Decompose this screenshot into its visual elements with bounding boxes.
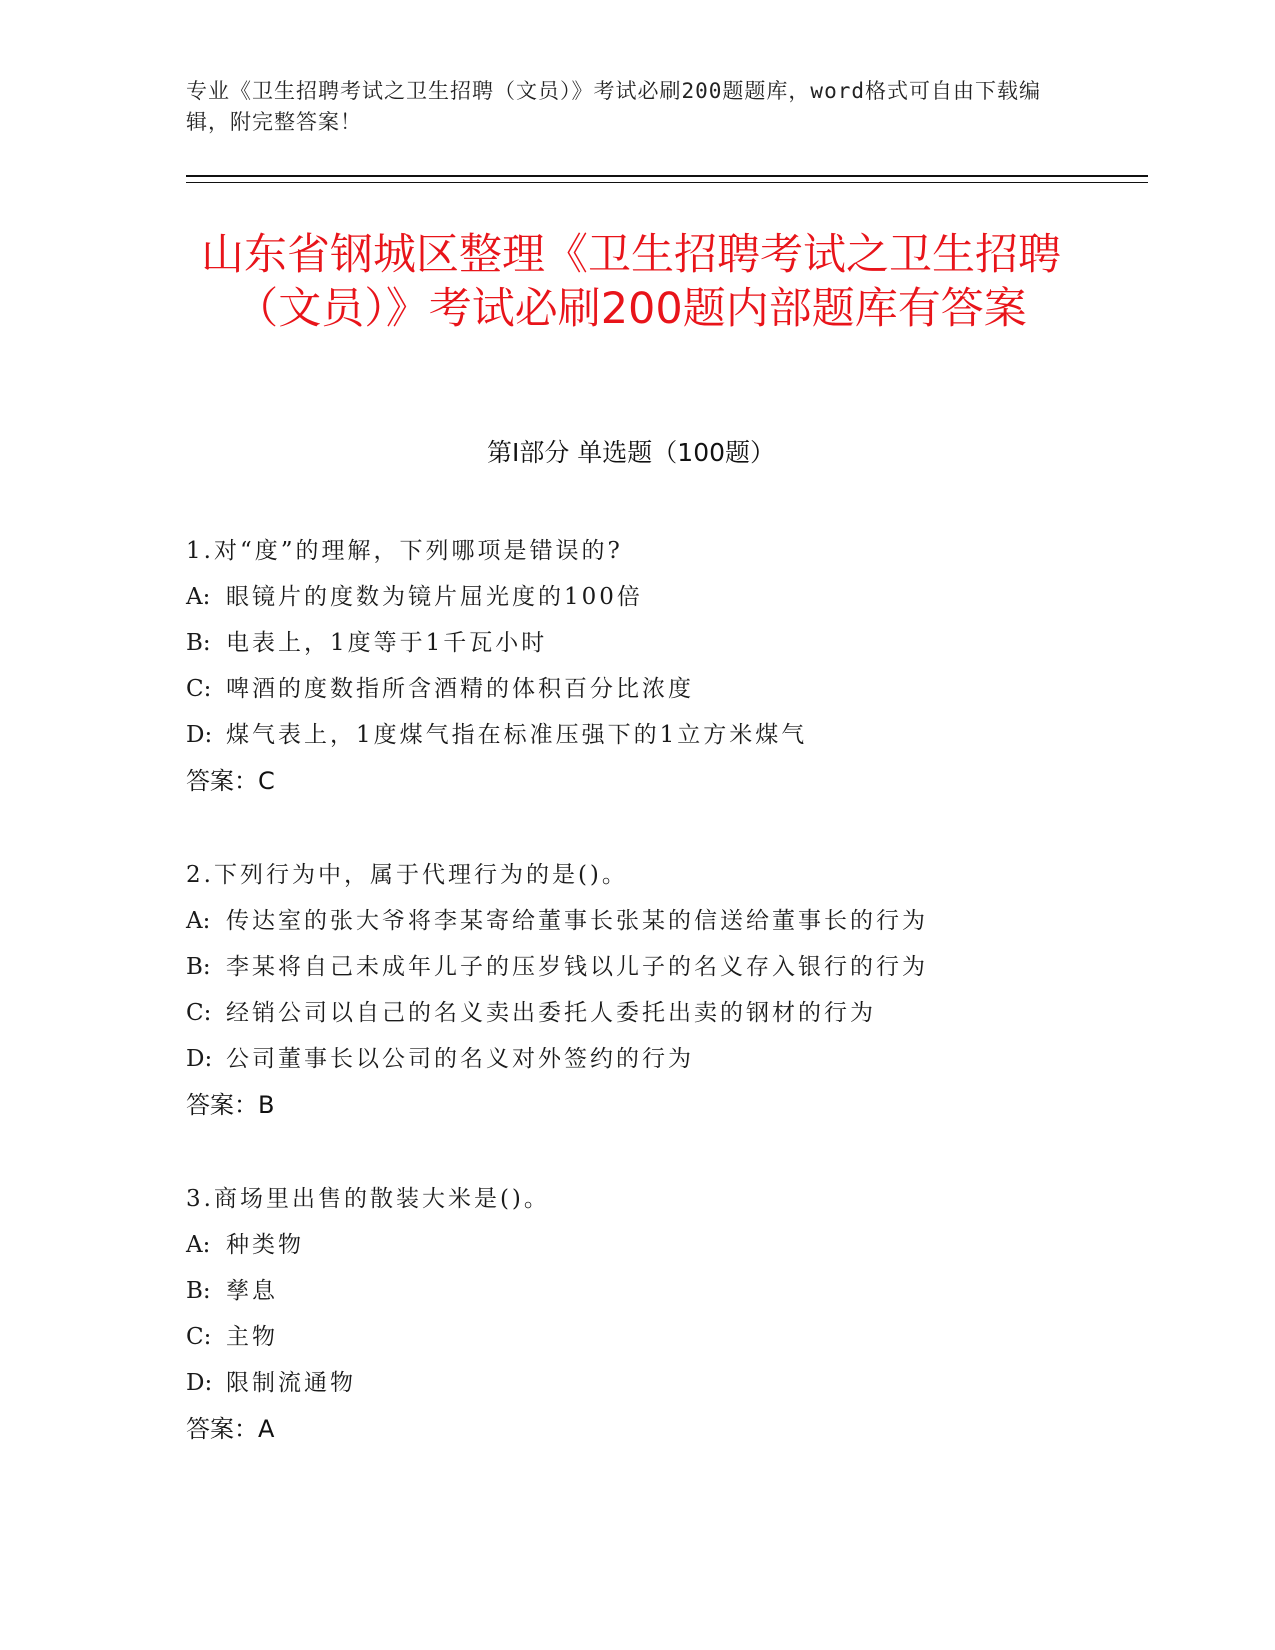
option-b — [186, 1268, 1146, 1314]
document-title: 山东省钢城区整理《卫生招聘考试之卫生招聘（文员）》考试必刷200题内部题库有答案 — [201, 230, 1061, 334]
header-rule-thin — [186, 182, 1148, 183]
option-key: B: — [186, 954, 211, 980]
option-key: C: — [186, 676, 212, 702]
option-b — [186, 620, 1146, 666]
option-text: 限制流通物 — [226, 1370, 356, 1396]
option-a — [186, 898, 1146, 944]
answer-line: 答案：C — [186, 767, 275, 795]
option-d — [186, 1360, 1146, 1406]
option-key: D: — [186, 1370, 213, 1396]
question-stem: 2.下列行为中，属于代理行为的是()。 — [186, 862, 628, 888]
option-key: D: — [186, 722, 213, 748]
header-note: 专业《卫生招聘考试之卫生招聘（文员）》考试必刷200题题库，word格式可自由下载编辑，附完整答案！ — [186, 79, 1041, 134]
option-a — [186, 1222, 1146, 1268]
option-a — [186, 574, 1146, 620]
option-key: C: — [186, 1000, 212, 1026]
option-text: 煤气表上，1度煤气指在标准压强下的1立方米煤气 — [226, 722, 808, 748]
option-d — [186, 712, 1146, 758]
option-key: A: — [186, 908, 211, 934]
option-text: 啤酒的度数指所含酒精的体积百分比浓度 — [226, 676, 694, 702]
option-key: B: — [186, 630, 211, 656]
question-3 — [186, 1176, 1146, 1452]
question-list — [186, 528, 1146, 1500]
option-c — [186, 666, 1146, 712]
option-text: 公司董事长以公司的名义对外签约的行为 — [226, 1046, 694, 1072]
answer-line: 答案：A — [186, 1415, 275, 1443]
option-key: A: — [186, 1232, 211, 1258]
header-rule-thick — [186, 175, 1148, 177]
option-text: 眼镜片的度数为镜片屈光度的100倍 — [226, 584, 643, 610]
option-key: B: — [186, 1278, 211, 1304]
option-d — [186, 1036, 1146, 1082]
answer-line: 答案：B — [186, 1091, 275, 1119]
question-1 — [186, 528, 1146, 804]
option-text: 电表上，1度等于1千瓦小时 — [226, 630, 548, 656]
option-b — [186, 944, 1146, 990]
option-key: A: — [186, 584, 211, 610]
option-key: C: — [186, 1324, 212, 1350]
option-text: 孳息 — [226, 1278, 278, 1304]
question-stem: 1.对“度”的理解，下列哪项是错误的? — [186, 538, 623, 564]
option-c — [186, 1314, 1146, 1360]
option-text: 种类物 — [226, 1232, 304, 1258]
option-c — [186, 990, 1146, 1036]
option-text: 经销公司以自己的名义卖出委托人委托出卖的钢材的行为 — [226, 1000, 876, 1026]
option-text: 传达室的张大爷将李某寄给董事长张某的信送给董事长的行为 — [226, 908, 928, 934]
option-text: 主物 — [226, 1324, 278, 1350]
question-2 — [186, 852, 1146, 1128]
section-title: 第I部分 单选题（100题） — [486, 438, 776, 467]
option-text: 李某将自己未成年儿子的压岁钱以儿子的名义存入银行的行为 — [226, 954, 928, 980]
question-stem: 3.商场里出售的散装大米是()。 — [186, 1186, 550, 1212]
option-key: D: — [186, 1046, 213, 1072]
